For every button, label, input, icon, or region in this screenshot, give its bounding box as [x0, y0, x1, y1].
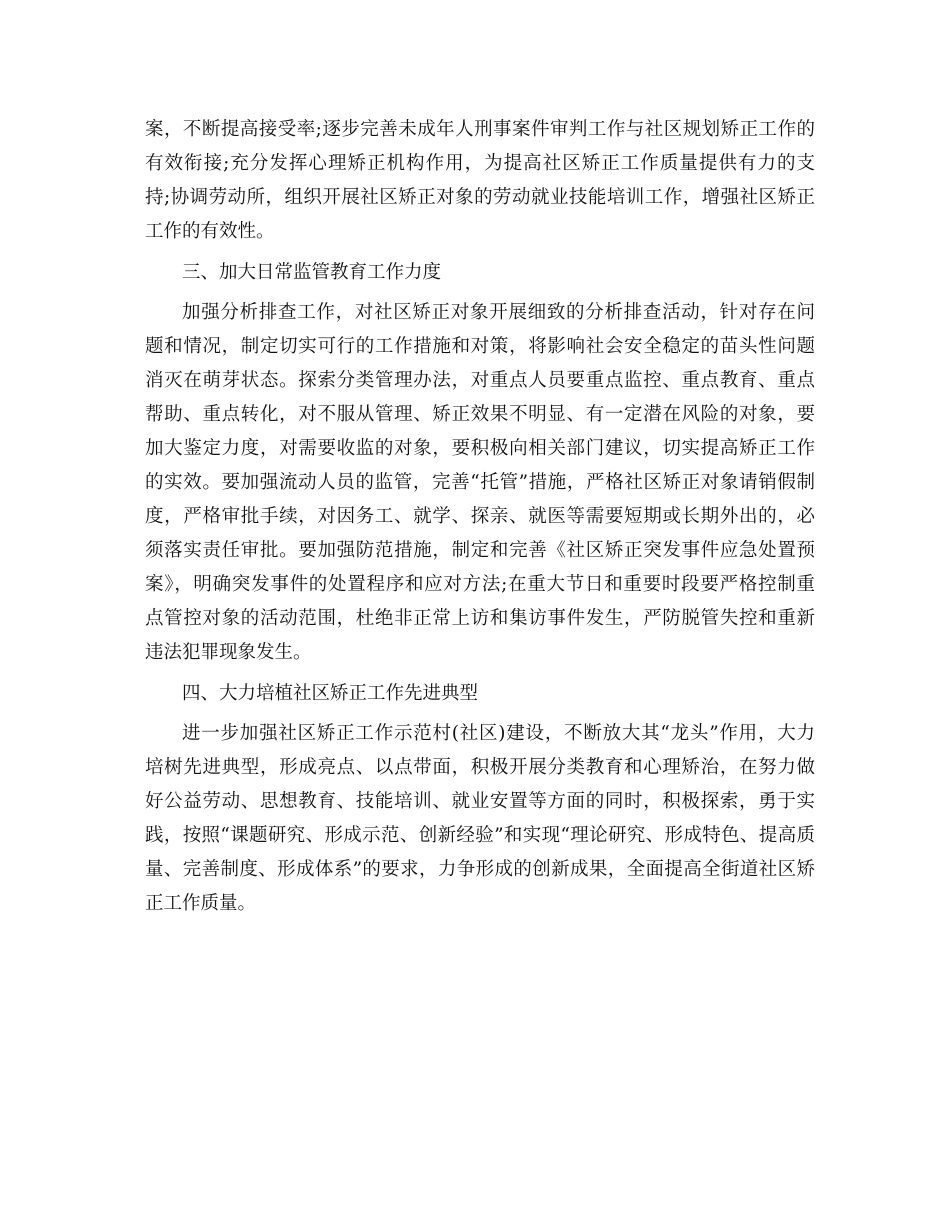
paragraph-line: 量、完善制度、形成体系”的要求，力争形成的创新成果，全面提高全街道社区矫 [145, 859, 815, 880]
paragraph-line: 培树先进典型，形成亮点、以点带面，积极开展分类教育和心理矫治，在努力做 [145, 757, 815, 778]
paragraph-line: 持;协调劳动所，组织开展社区矫正对象的劳动就业技能培训工作，增强社区矫正 [145, 187, 815, 208]
section-heading: 三、加大日常监管教育工作力度 [182, 262, 442, 283]
paragraph-line: 消灭在萌芽状态。探索分类管理办法，对重点人员要重点监控、重点教育、重点 [145, 370, 815, 391]
paragraph-line: 有效衔接;充分发挥心理矫正机构作用，为提高社区矫正工作质量提供有力的支 [145, 153, 815, 174]
paragraph-line: 好公益劳动、思想教育、技能培训、就业安置等方面的同时，积极探索，勇于实 [145, 791, 815, 812]
paragraph-line: 工作的有效性。 [145, 221, 275, 242]
paragraph-line: 案，不断提高接受率;逐步完善未成年人刑事案件审判工作与社区规划矫正工作的 [145, 119, 815, 140]
section-heading: 四、大力培植社区矫正工作先进典型 [182, 683, 479, 704]
paragraph-line: 加大鉴定力度，对需要收监的对象，要积极向相关部门建议，切实提高矫正工作 [145, 438, 815, 459]
paragraph-line: 案》，明确突发事件的处置程序和应对方法;在重大节日和重要时段要严格控制重 [145, 574, 815, 595]
paragraph-line: 点管控对象的活动范围，杜绝非正常上访和集访事件发生，严防脱管失控和重新 [145, 608, 815, 629]
paragraph-line: 违法犯罪现象发生。 [145, 642, 312, 663]
paragraph-line: 加强分析排查工作，对社区矫正对象开展细致的分析排查活动，针对存在问 [182, 302, 815, 323]
paragraph-line: 践，按照“课题研究、形成示范、创新经验”和实现“理论研究、形成特色、提高质 [145, 825, 815, 846]
paragraph-line: 帮助、重点转化，对不服从管理、矫正效果不明显、有一定潜在风险的对象，要 [145, 404, 815, 425]
paragraph-line: 正工作质量。 [145, 893, 257, 914]
paragraph-line: 度，严格审批手续，对因务工、就学、探亲、就医等需要短期或长期外出的，必 [145, 506, 815, 527]
paragraph-line: 进一步加强社区矫正工作示范村(社区)建设，不断放大其“龙头”作用，大力 [182, 723, 815, 744]
paragraph-line: 题和情况，制定切实可行的工作措施和对策，将影响社会安全稳定的苗头性问题 [145, 336, 815, 357]
paragraph-line: 须落实责任审批。要加强防范措施，制定和完善《社区矫正突发事件应急处置预 [145, 540, 815, 561]
paragraph-line: 的实效。要加强流动人员的监管，完善“托管”措施，严格社区矫正对象请销假制 [145, 472, 815, 493]
